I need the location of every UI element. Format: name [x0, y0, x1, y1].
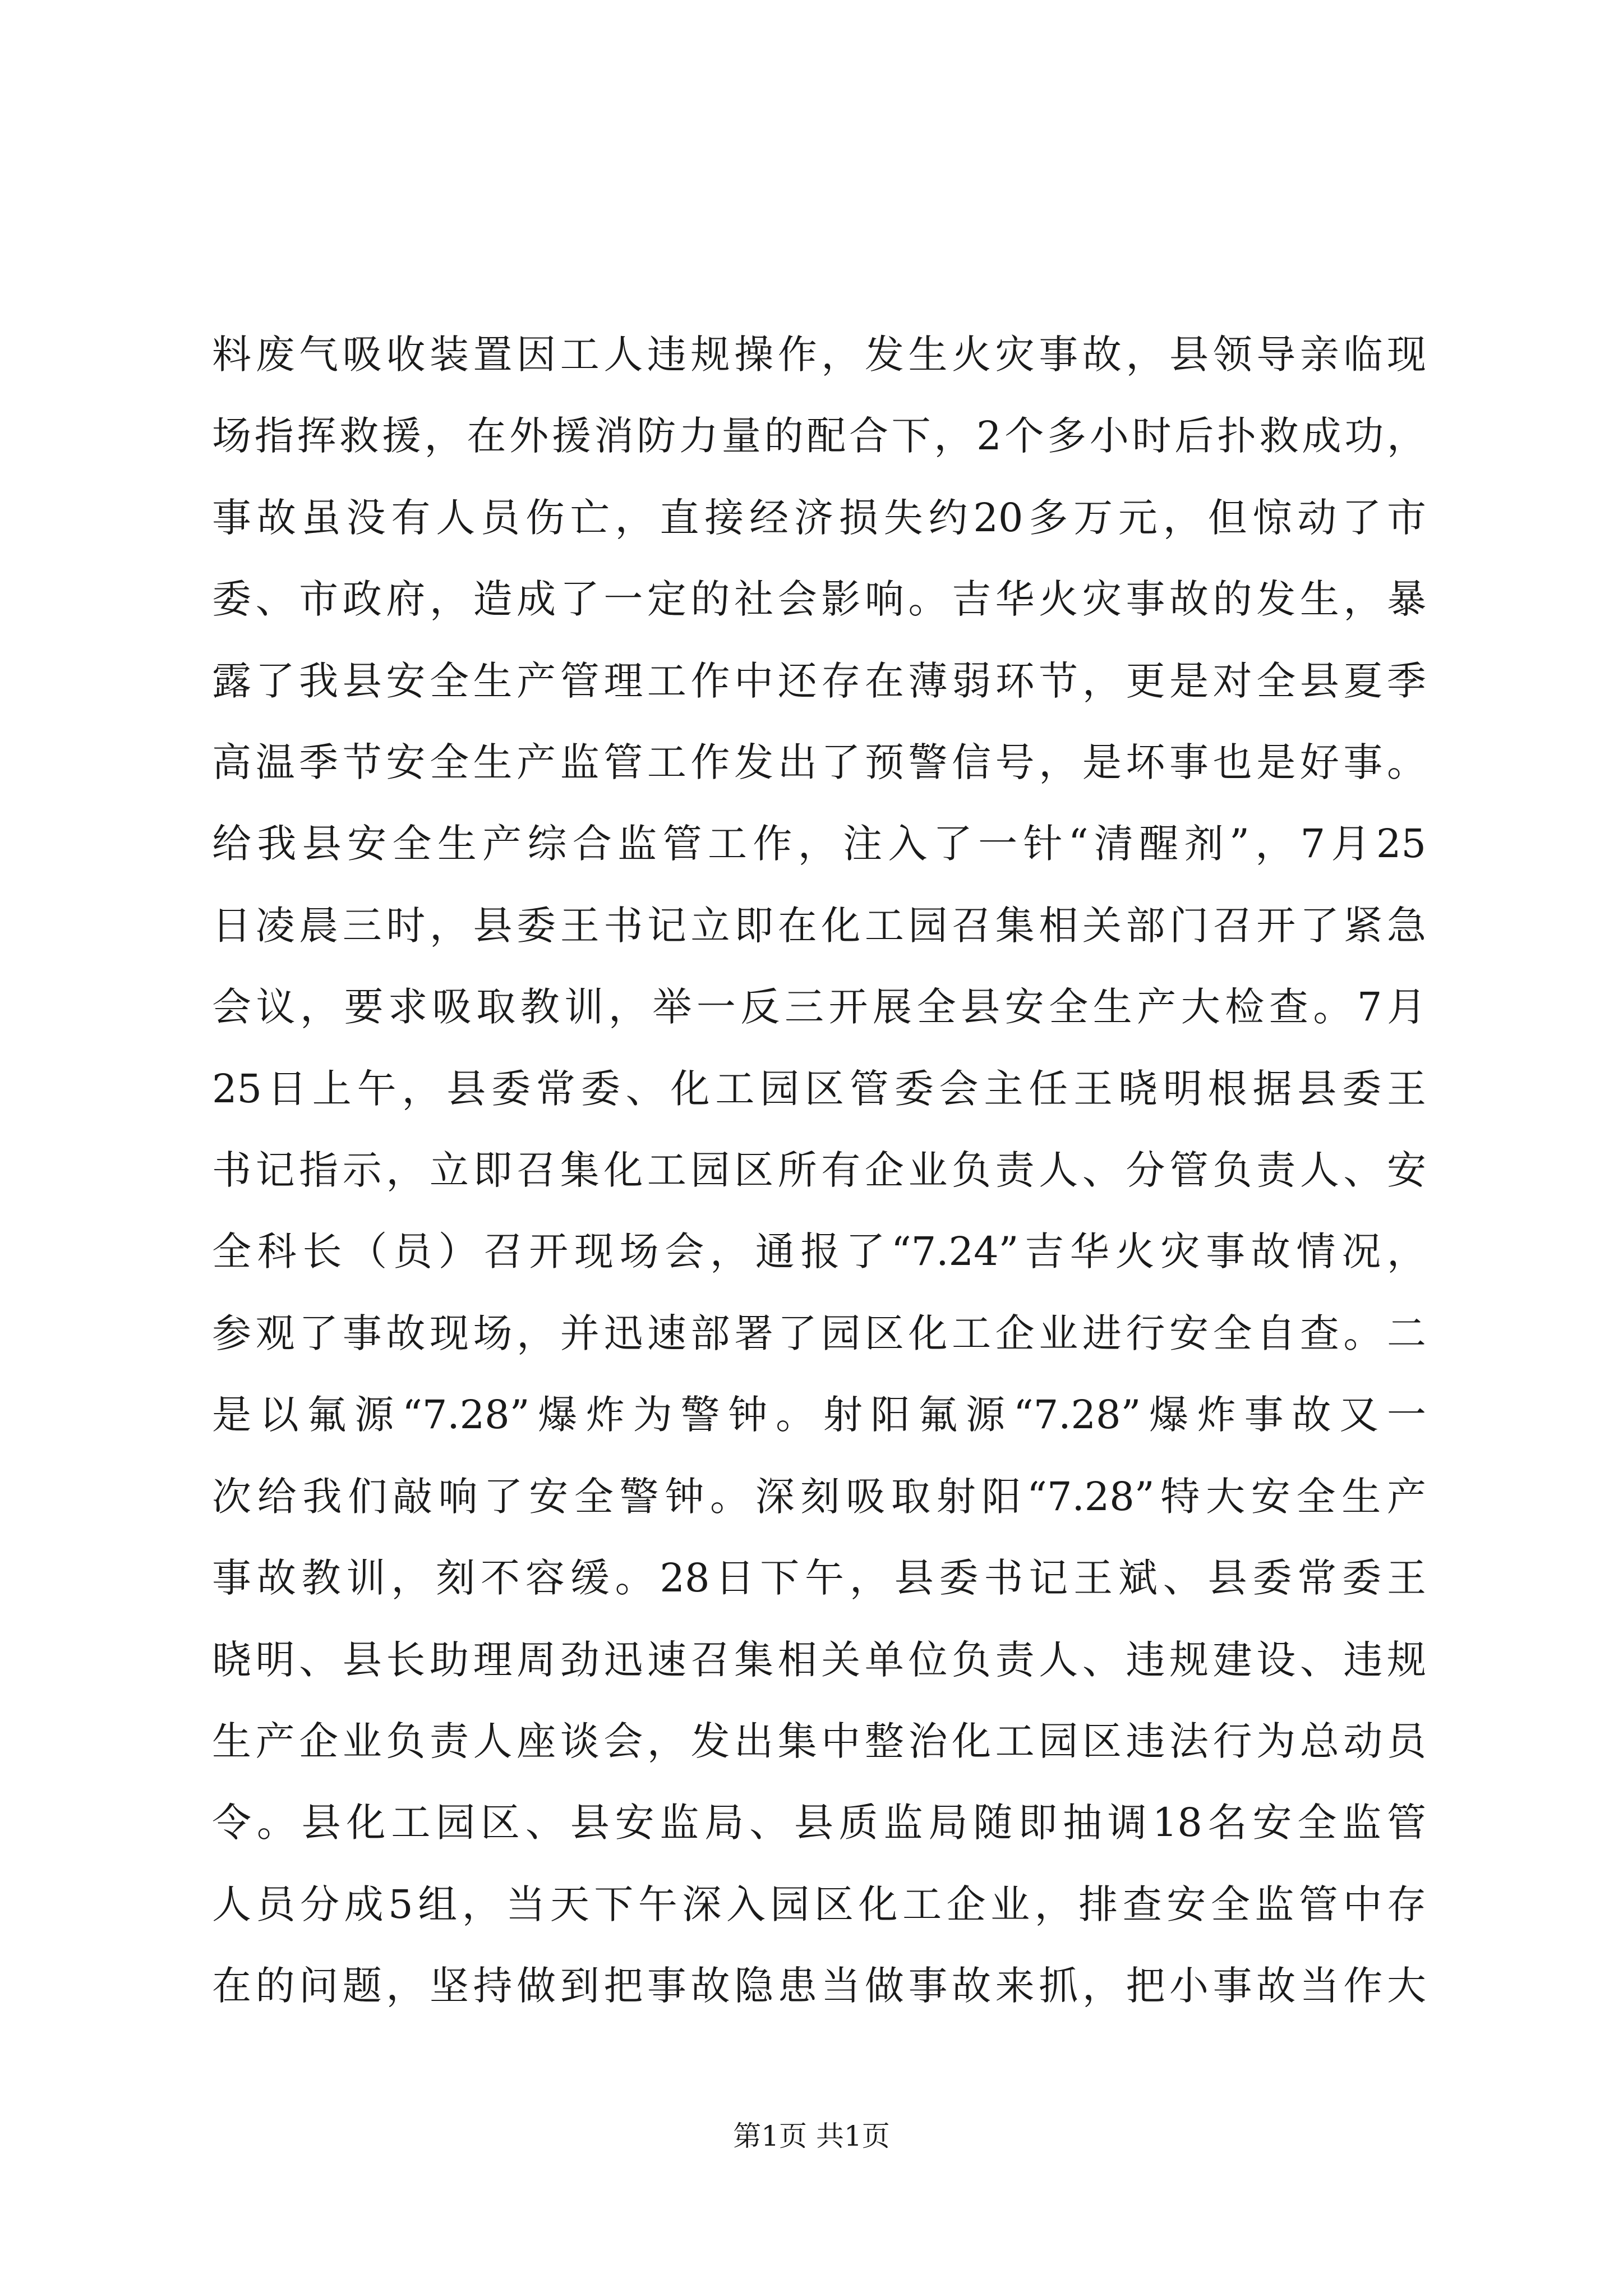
text-line: 事故虽没有人员伤亡，直接经济损失约20多万元，但惊动了市: [212, 494, 1426, 541]
page-number-label: 第1页 共1页: [733, 2120, 890, 2152]
text-line: 次给我们敲响了安全警钟。深刻吸取射阳“7.28”特大安全生产: [212, 1473, 1426, 1520]
text-line: 在的问题，坚持做到把事故隐患当做事故来抓，把小事故当作大: [212, 1963, 1426, 2009]
text-line: 书记指示，立即召集化工园区所有企业负责人、分管负责人、安: [212, 1147, 1426, 1194]
text-line: 令。县化工园区、县安监局、县质监局随即抽调18名安全监管: [212, 1800, 1426, 1846]
text-line: 25日上午，县委常委、化工园区管委会主任王晓明根据县委王: [212, 1065, 1426, 1112]
text-line: 人员分成5组，当天下午深入园区化工企业，排查安全监管中存: [212, 1881, 1426, 1927]
text-line: 料废气吸收装置因工人违规操作，发生火灾事故，县领导亲临现: [212, 332, 1426, 378]
text-line: 给我县安全生产综合监管工作，注入了一针“清醒剂”，7月25: [212, 821, 1426, 867]
text-line: 会议，要求吸取教训，举一反三开展全县安全生产大检查。7月: [212, 984, 1426, 1030]
text-line: 是以氟源“7.28”爆炸为警钟。射阳氟源“7.28”爆炸事故又一: [212, 1392, 1426, 1438]
text-line: 全科长（员）召开现场会，通报了“7.24”吉华火灾事故情况，: [212, 1228, 1426, 1275]
text-line: 日凌晨三时，县委王书记立即在化工园召集相关部门召开了紧急: [212, 902, 1426, 949]
page-footer: [0, 2114, 1623, 2154]
document-body: [212, 314, 1426, 2027]
text-line: 高温季节安全生产监管工作发出了预警信号，是坏事也是好事。: [212, 739, 1426, 786]
text-line: 生产企业负责人座谈会，发出集中整治化工园区违法行为总动员: [212, 1718, 1426, 1764]
text-line: 晓明、县长助理周劲迅速召集相关单位负责人、违规建设、违规: [212, 1636, 1426, 1683]
text-line: 参观了事故现场，并迅速部署了园区化工企业进行安全自查。二: [212, 1310, 1426, 1356]
text-line: 事故教训，刻不容缓。28日下午，县委书记王斌、县委常委王: [212, 1555, 1426, 1602]
text-line: 委、市政府，造成了一定的社会影响。吉华火灾事故的发生，暴: [212, 576, 1426, 623]
text-line: 场指挥救援，在外援消防力量的配合下，2个多小时后扑救成功，: [212, 413, 1426, 459]
text-line: 露了我县安全生产管理工作中还存在薄弱环节，更是对全县夏季: [212, 657, 1426, 704]
